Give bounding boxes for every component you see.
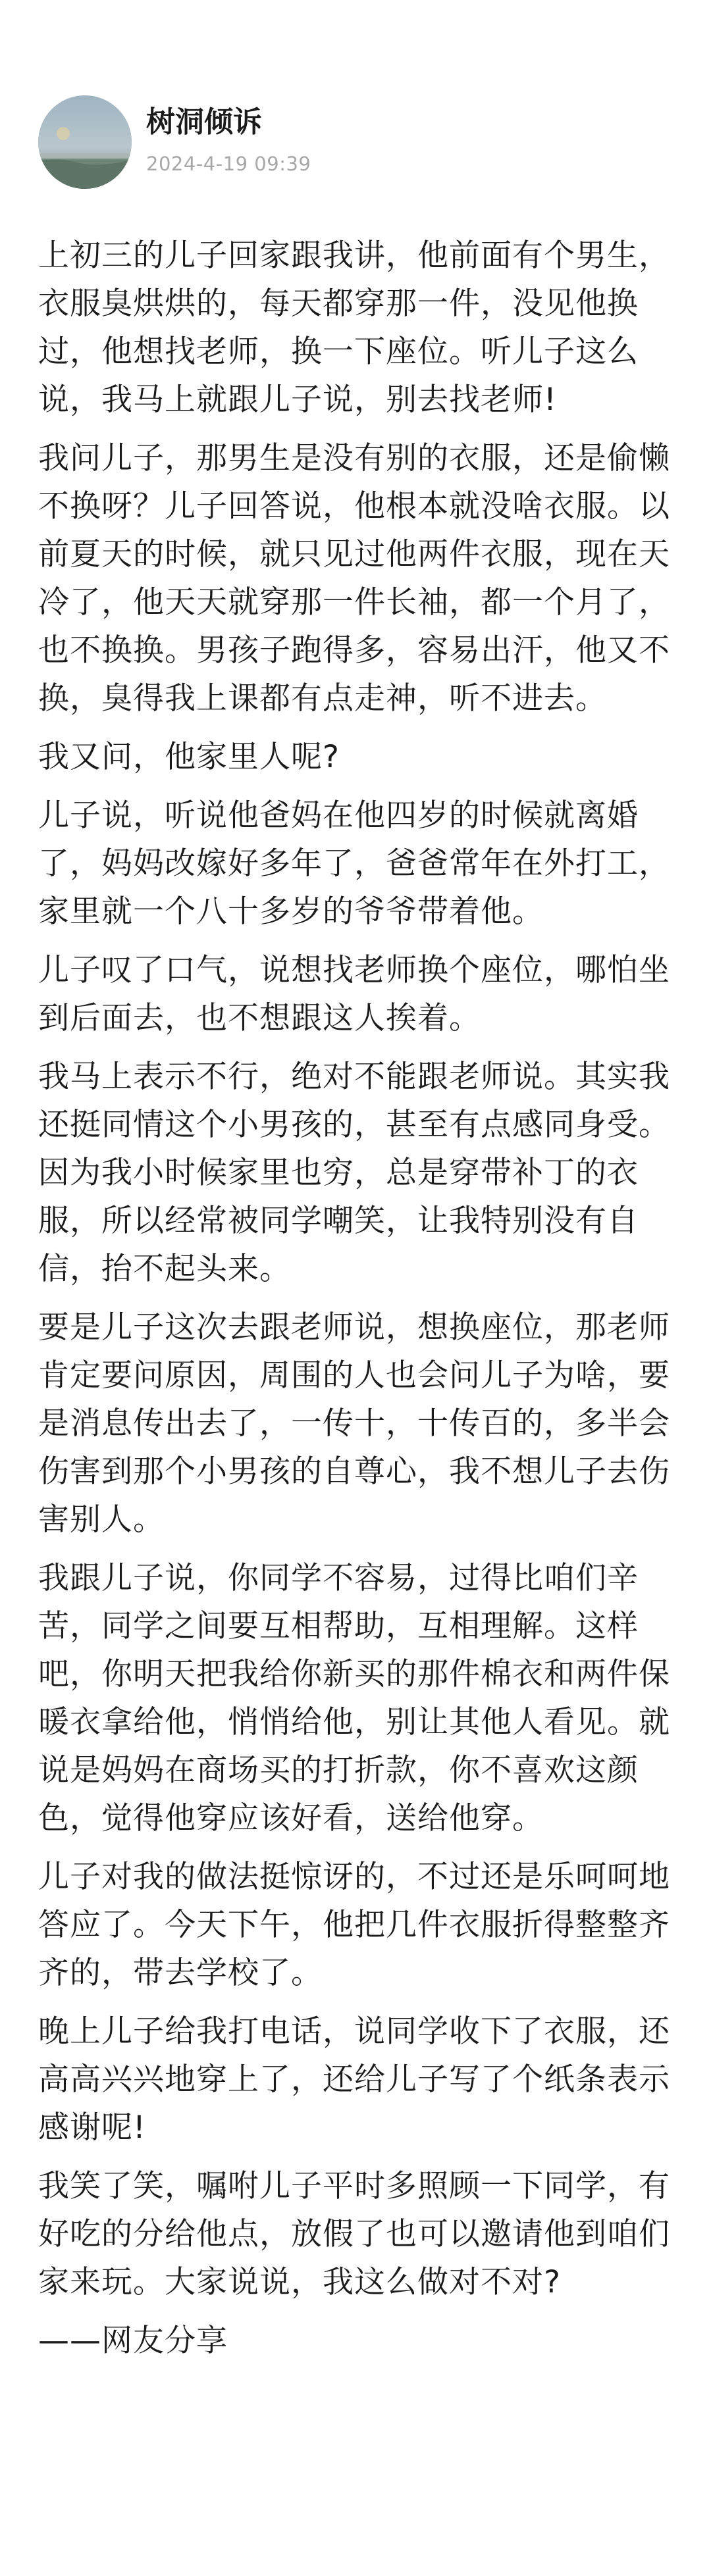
post-header (0, 0, 711, 197)
paragraph: 我笑了笑，嘱咐儿子平时多照顾一下同学，有好吃的分给他点，放假了也可以邀请他到咱们家来玩。大家说说，我这么做对不对? (38, 2168, 670, 2300)
avatar[interactable] (38, 95, 132, 189)
paragraph: 我马上表示不行，绝对不能跟老师说。其实我还挺同情这个小男孩的，甚至有点感同身受。因为我小时候家里也穷，总是穿带补丁的衣服，所以经常被同学嘲笑，让我特别没有自信，抬不起头来。 (38, 1059, 670, 1287)
post-body (38, 232, 683, 2375)
paragraph: 儿子说，听说他爸妈在他四岁的时候就离婚了，妈妈改嫁好多年了，爸爸常年在外打工，家里就一个八十多岁的爷爷带着他。 (38, 797, 670, 930)
paragraph: 儿子叹了口气，说想找老师换个座位，哪怕坐到后面去，也不想跟这人挨着。 (38, 952, 670, 1036)
paragraph: 上初三的儿子回家跟我讲，他前面有个男生，衣服臭烘烘的，每天都穿那一件，没见他换过，他想找老师，换一下座位。听儿子这么说，我马上就跟儿子说，别去找老师! (38, 238, 670, 418)
post-timestamp: 2024-4-19 09:39 (146, 153, 311, 175)
paragraph: 我跟儿子说，你同学不容易，过得比咱们辛苦，同学之间要互相帮助，互相理解。这样吧，你明天把我给你新买的那件棉衣和两件保暖衣拿给他，悄悄给他，别让其他人看见。就说是妈妈在商场买的打折款，你不喜欢这颜色，觉得他穿应该好看，送给他穿。 (38, 1560, 670, 1836)
author-name[interactable]: 树洞倾诉 (146, 105, 262, 139)
paragraph: 要是儿子这次去跟老师说，想换座位，那老师肯定要问原因，周围的人也会问儿子为啥，要是消息传出去了，一传十，十传百的，多半会伤害到那个小男孩的自尊心，我不想儿子去伤害别人。 (38, 1309, 670, 1538)
paragraph: 晚上儿子给我打电话，说同学收下了衣服，还高高兴兴地穿上了，还给儿子写了个纸条表示感谢呢! (38, 2013, 670, 2146)
source-credit: ——网友分享 (38, 2323, 228, 2359)
paragraph: 儿子对我的做法挺惊讶的，不过还是乐呵呵地答应了。今天下午，他把几件衣服折得整整齐齐的，带去学校了。 (38, 1859, 670, 1991)
paragraph: 我问儿子，那男生是没有别的衣服，还是偷懒不换呀？儿子回答说，他根本就没啥衣服。以前夏天的时候，就只见过他两件衣服，现在天冷了，他天天就穿那一件长袖，都一个月了，也不换换。男孩子跑得多，容易出汗，他又不换，臭得我上课都有点走神，听不进去。 (38, 440, 670, 717)
paragraph: 我又问，他家里人呢? (38, 739, 340, 775)
avatar-image (38, 95, 132, 189)
